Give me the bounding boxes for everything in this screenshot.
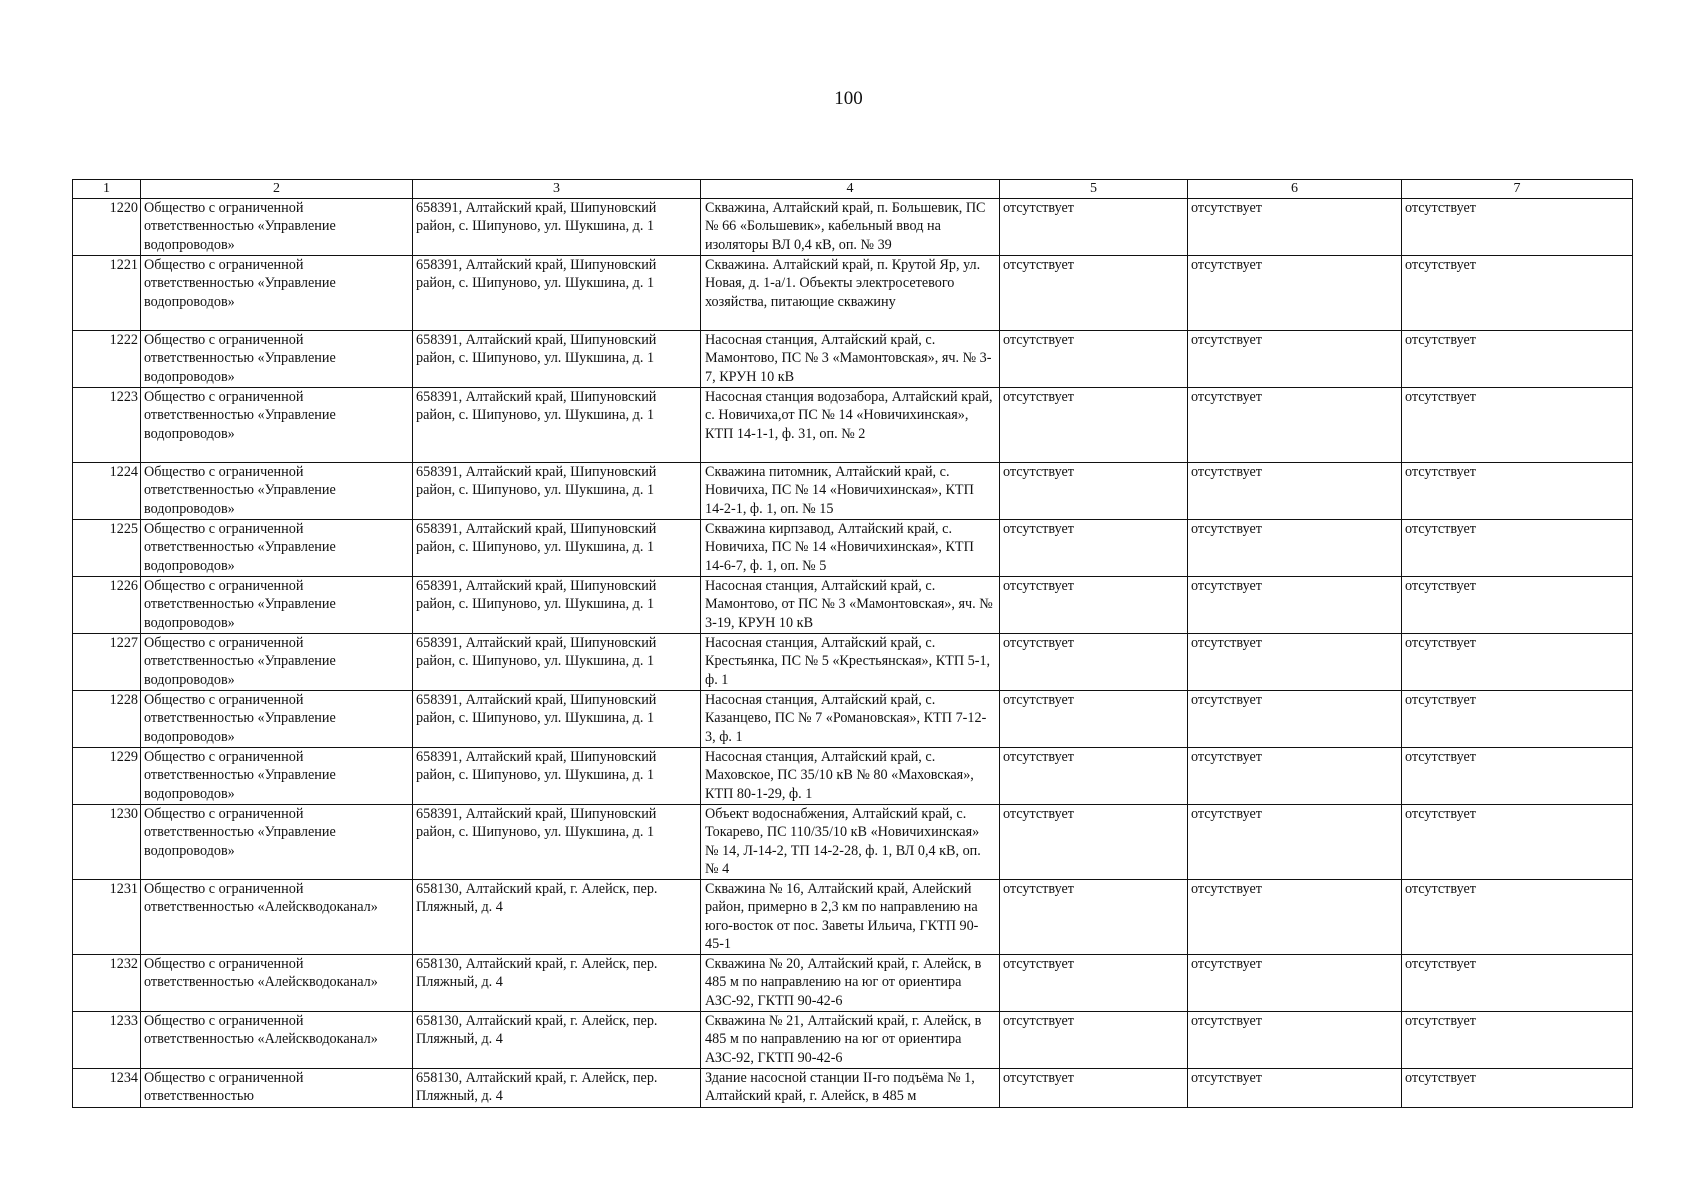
column-6-value: отсутствует bbox=[1188, 463, 1402, 520]
column-number: 5 bbox=[1000, 180, 1188, 199]
object-location: Скважина № 16, Алтайский край, Алейский район, примерно в 2,3 км по направлению на юго-восток от пос. Заветы Ильича, ГКТП 90-45-1 bbox=[701, 880, 1000, 955]
column-6-value: отсутствует bbox=[1188, 520, 1402, 577]
organization-name: Общество с ограниченной ответственностью «Управление водопроводов» bbox=[141, 463, 413, 520]
column-number: 7 bbox=[1402, 180, 1633, 199]
column-7-value: отсутствует bbox=[1402, 520, 1633, 577]
row-number: 1228 bbox=[73, 691, 141, 748]
row-number: 1220 bbox=[73, 199, 141, 256]
row-number: 1229 bbox=[73, 748, 141, 805]
column-number: 3 bbox=[413, 180, 701, 199]
object-location: Насосная станция, Алтайский край, с. Мамонтово, ПС № 3 «Мамонтовская», яч. № 3-7, КРУН 10 кВ bbox=[701, 331, 1000, 388]
organization-name: Общество с ограниченной ответственностью «Управление водопроводов» bbox=[141, 331, 413, 388]
table-row bbox=[73, 805, 1633, 880]
table-row bbox=[73, 880, 1633, 955]
column-6-value: отсутствует bbox=[1188, 955, 1402, 1012]
row-number: 1232 bbox=[73, 955, 141, 1012]
column-5-value: отсутствует bbox=[1000, 805, 1188, 880]
organization-name: Общество с ограниченной ответственностью «Управление водопроводов» bbox=[141, 256, 413, 331]
organization-name: Общество с ограниченной ответственностью «Управление водопроводов» bbox=[141, 388, 413, 463]
column-7-value: отсутствует bbox=[1402, 1069, 1633, 1108]
organization-address: 658391, Алтайский край, Шипуновский район, с. Шипуново, ул. Шукшина, д. 1 bbox=[413, 634, 701, 691]
table-row bbox=[73, 520, 1633, 577]
table-row bbox=[73, 955, 1633, 1012]
column-5-value: отсутствует bbox=[1000, 880, 1188, 955]
column-5-value: отсутствует bbox=[1000, 388, 1188, 463]
organization-address: 658130, Алтайский край, г. Алейск, пер. Пляжный, д. 4 bbox=[413, 955, 701, 1012]
organization-address: 658391, Алтайский край, Шипуновский район, с. Шипуново, ул. Шукшина, д. 1 bbox=[413, 463, 701, 520]
object-location: Скважина питомник, Алтайский край, с. Новичиха, ПС № 14 «Новичихинская», КТП 14-2-1, ф. 1, оп. № 15 bbox=[701, 463, 1000, 520]
column-7-value: отсутствует bbox=[1402, 199, 1633, 256]
organization-name: Общество с ограниченной ответственностью «Алейскводоканал» bbox=[141, 880, 413, 955]
organization-address: 658391, Алтайский край, Шипуновский район, с. Шипуново, ул. Шукшина, д. 1 bbox=[413, 691, 701, 748]
table-row bbox=[73, 1012, 1633, 1069]
column-5-value: отсутствует bbox=[1000, 955, 1188, 1012]
column-number: 2 bbox=[141, 180, 413, 199]
table-row bbox=[73, 331, 1633, 388]
organization-address: 658391, Алтайский край, Шипуновский район, с. Шипуново, ул. Шукшина, д. 1 bbox=[413, 331, 701, 388]
column-7-value: отсутствует bbox=[1402, 577, 1633, 634]
organization-address: 658391, Алтайский край, Шипуновский район, с. Шипуново, ул. Шукшина, д. 1 bbox=[413, 805, 701, 880]
column-5-value: отсутствует bbox=[1000, 1069, 1188, 1108]
column-5-value: отсутствует bbox=[1000, 634, 1188, 691]
object-location: Скважина кирпзавод, Алтайский край, с. Новичиха, ПС № 14 «Новичихинская», КТП 14-6-7, ф. 1, оп. № 5 bbox=[701, 520, 1000, 577]
column-5-value: отсутствует bbox=[1000, 1012, 1188, 1069]
page-number: 100 bbox=[834, 88, 863, 109]
row-number: 1221 bbox=[73, 256, 141, 331]
row-number: 1227 bbox=[73, 634, 141, 691]
organization-name: Общество с ограниченной ответственностью «Управление водопроводов» bbox=[141, 748, 413, 805]
organization-address: 658391, Алтайский край, Шипуновский район, с. Шипуново, ул. Шукшина, д. 1 bbox=[413, 256, 701, 331]
organization-address: 658391, Алтайский край, Шипуновский район, с. Шипуново, ул. Шукшина, д. 1 bbox=[413, 199, 701, 256]
column-7-value: отсутствует bbox=[1402, 634, 1633, 691]
row-number: 1226 bbox=[73, 577, 141, 634]
column-7-value: отсутствует bbox=[1402, 805, 1633, 880]
registry-table bbox=[72, 179, 1633, 1108]
organization-name: Общество с ограниченной ответственностью «Управление водопроводов» bbox=[141, 577, 413, 634]
column-number: 6 bbox=[1188, 180, 1402, 199]
row-number: 1223 bbox=[73, 388, 141, 463]
organization-name: Общество с ограниченной ответственностью «Управление водопроводов» bbox=[141, 691, 413, 748]
column-number: 1 bbox=[73, 180, 141, 199]
organization-address: 658391, Алтайский край, Шипуновский район, с. Шипуново, ул. Шукшина, д. 1 bbox=[413, 577, 701, 634]
organization-name: Общество с ограниченной ответственностью «Алейскводоканал» bbox=[141, 955, 413, 1012]
column-7-value: отсутствует bbox=[1402, 1012, 1633, 1069]
organization-name: Общество с ограниченной ответственностью «Управление водопроводов» bbox=[141, 634, 413, 691]
organization-address: 658391, Алтайский край, Шипуновский район, с. Шипуново, ул. Шукшина, д. 1 bbox=[413, 388, 701, 463]
table-row bbox=[73, 748, 1633, 805]
column-7-value: отсутствует bbox=[1402, 691, 1633, 748]
organization-name: Общество с ограниченной ответственностью «Управление водопроводов» bbox=[141, 520, 413, 577]
column-number: 4 bbox=[701, 180, 1000, 199]
object-location: Скважина. Алтайский край, п. Крутой Яр, ул. Новая, д. 1-а/1. Объекты электросетевого хозяйства, питающие скважину bbox=[701, 256, 1000, 331]
row-number: 1230 bbox=[73, 805, 141, 880]
row-number: 1234 bbox=[73, 1069, 141, 1108]
column-7-value: отсутствует bbox=[1402, 388, 1633, 463]
row-number: 1222 bbox=[73, 331, 141, 388]
column-7-value: отсутствует bbox=[1402, 748, 1633, 805]
table-row bbox=[73, 199, 1633, 256]
column-5-value: отсутствует bbox=[1000, 577, 1188, 634]
column-5-value: отсутствует bbox=[1000, 691, 1188, 748]
object-location: Насосная станция, Алтайский край, с. Казанцево, ПС № 7 «Романовская», КТП 7-12-3, ф. 1 bbox=[701, 691, 1000, 748]
object-location: Насосная станция, Алтайский край, с. Мамонтово, от ПС № 3 «Мамонтовская», яч. № 3-19, КРУН 10 кВ bbox=[701, 577, 1000, 634]
row-number: 1224 bbox=[73, 463, 141, 520]
column-7-value: отсутствует bbox=[1402, 463, 1633, 520]
table-row bbox=[73, 463, 1633, 520]
column-6-value: отсутствует bbox=[1188, 691, 1402, 748]
column-7-value: отсутствует bbox=[1402, 256, 1633, 331]
column-6-value: отсутствует bbox=[1188, 388, 1402, 463]
column-6-value: отсутствует bbox=[1188, 880, 1402, 955]
organization-address: 658391, Алтайский край, Шипуновский район, с. Шипуново, ул. Шукшина, д. 1 bbox=[413, 520, 701, 577]
column-7-value: отсутствует bbox=[1402, 955, 1633, 1012]
column-5-value: отсутствует bbox=[1000, 748, 1188, 805]
column-5-value: отсутствует bbox=[1000, 331, 1188, 388]
organization-name: Общество с ограниченной ответственностью bbox=[141, 1069, 413, 1108]
object-location: Здание насосной станции II-го подъёма № 1, Алтайский край, г. Алейск, в 485 м bbox=[701, 1069, 1000, 1108]
organization-address: 658391, Алтайский край, Шипуновский район, с. Шипуново, ул. Шукшина, д. 1 bbox=[413, 748, 701, 805]
object-location: Насосная станция, Алтайский край, с. Крестьянка, ПС № 5 «Крестьянская», КТП 5-1, ф. 1 bbox=[701, 634, 1000, 691]
table-row bbox=[73, 577, 1633, 634]
table-row bbox=[73, 256, 1633, 331]
table-row bbox=[73, 634, 1633, 691]
column-7-value: отсутствует bbox=[1402, 331, 1633, 388]
column-7-value: отсутствует bbox=[1402, 880, 1633, 955]
object-location: Объект водоснабжения, Алтайский край, с. Токарево, ПС 110/35/10 кВ «Новичихинская» № 14, Л-14-2, ТП 14-2-28, ф. 1, ВЛ 0,4 кВ, оп. № 4 bbox=[701, 805, 1000, 880]
column-5-value: отсутствует bbox=[1000, 199, 1188, 256]
organization-name: Общество с ограниченной ответственностью «Управление водопроводов» bbox=[141, 805, 413, 880]
row-number: 1231 bbox=[73, 880, 141, 955]
column-6-value: отсутствует bbox=[1188, 577, 1402, 634]
column-6-value: отсутствует bbox=[1188, 1069, 1402, 1108]
object-location: Насосная станция, Алтайский край, с. Маховское, ПС 35/10 кВ № 80 «Маховская», КТП 80-1-29, ф. 1 bbox=[701, 748, 1000, 805]
column-6-value: отсутствует bbox=[1188, 1012, 1402, 1069]
row-number: 1225 bbox=[73, 520, 141, 577]
column-6-value: отсутствует bbox=[1188, 331, 1402, 388]
column-6-value: отсутствует bbox=[1188, 256, 1402, 331]
organization-address: 658130, Алтайский край, г. Алейск, пер. Пляжный, д. 4 bbox=[413, 1069, 701, 1108]
table-row bbox=[73, 388, 1633, 463]
row-number: 1233 bbox=[73, 1012, 141, 1069]
column-5-value: отсутствует bbox=[1000, 520, 1188, 577]
organization-address: 658130, Алтайский край, г. Алейск, пер. Пляжный, д. 4 bbox=[413, 1012, 701, 1069]
organization-name: Общество с ограниченной ответственностью «Алейскводоканал» bbox=[141, 1012, 413, 1069]
object-location: Скважина, Алтайский край, п. Большевик, ПС № 66 «Большевик», кабельный ввод на изоляторы ВЛ 0,4 кВ, оп. № 39 bbox=[701, 199, 1000, 256]
table-row bbox=[73, 1069, 1633, 1108]
organization-address: 658130, Алтайский край, г. Алейск, пер. Пляжный, д. 4 bbox=[413, 880, 701, 955]
table-row bbox=[73, 691, 1633, 748]
object-location: Скважина № 20, Алтайский край, г. Алейск, в 485 м по направлению на юг от ориентира АЗС-92, ГКТП 90-42-6 bbox=[701, 955, 1000, 1012]
column-6-value: отсутствует bbox=[1188, 199, 1402, 256]
column-5-value: отсутствует bbox=[1000, 256, 1188, 331]
object-location: Насосная станция водозабора, Алтайский край, с. Новичиха,от ПС № 14 «Новичихинская», КТП 14-1-1, ф. 31, оп. № 2 bbox=[701, 388, 1000, 463]
column-6-value: отсутствует bbox=[1188, 805, 1402, 880]
column-number-row bbox=[73, 180, 1633, 199]
column-6-value: отсутствует bbox=[1188, 634, 1402, 691]
organization-name: Общество с ограниченной ответственностью «Управление водопроводов» bbox=[141, 199, 413, 256]
column-6-value: отсутствует bbox=[1188, 748, 1402, 805]
column-5-value: отсутствует bbox=[1000, 463, 1188, 520]
object-location: Скважина № 21, Алтайский край, г. Алейск, в 485 м по направлению на юг от ориентира АЗС-92, ГКТП 90-42-6 bbox=[701, 1012, 1000, 1069]
